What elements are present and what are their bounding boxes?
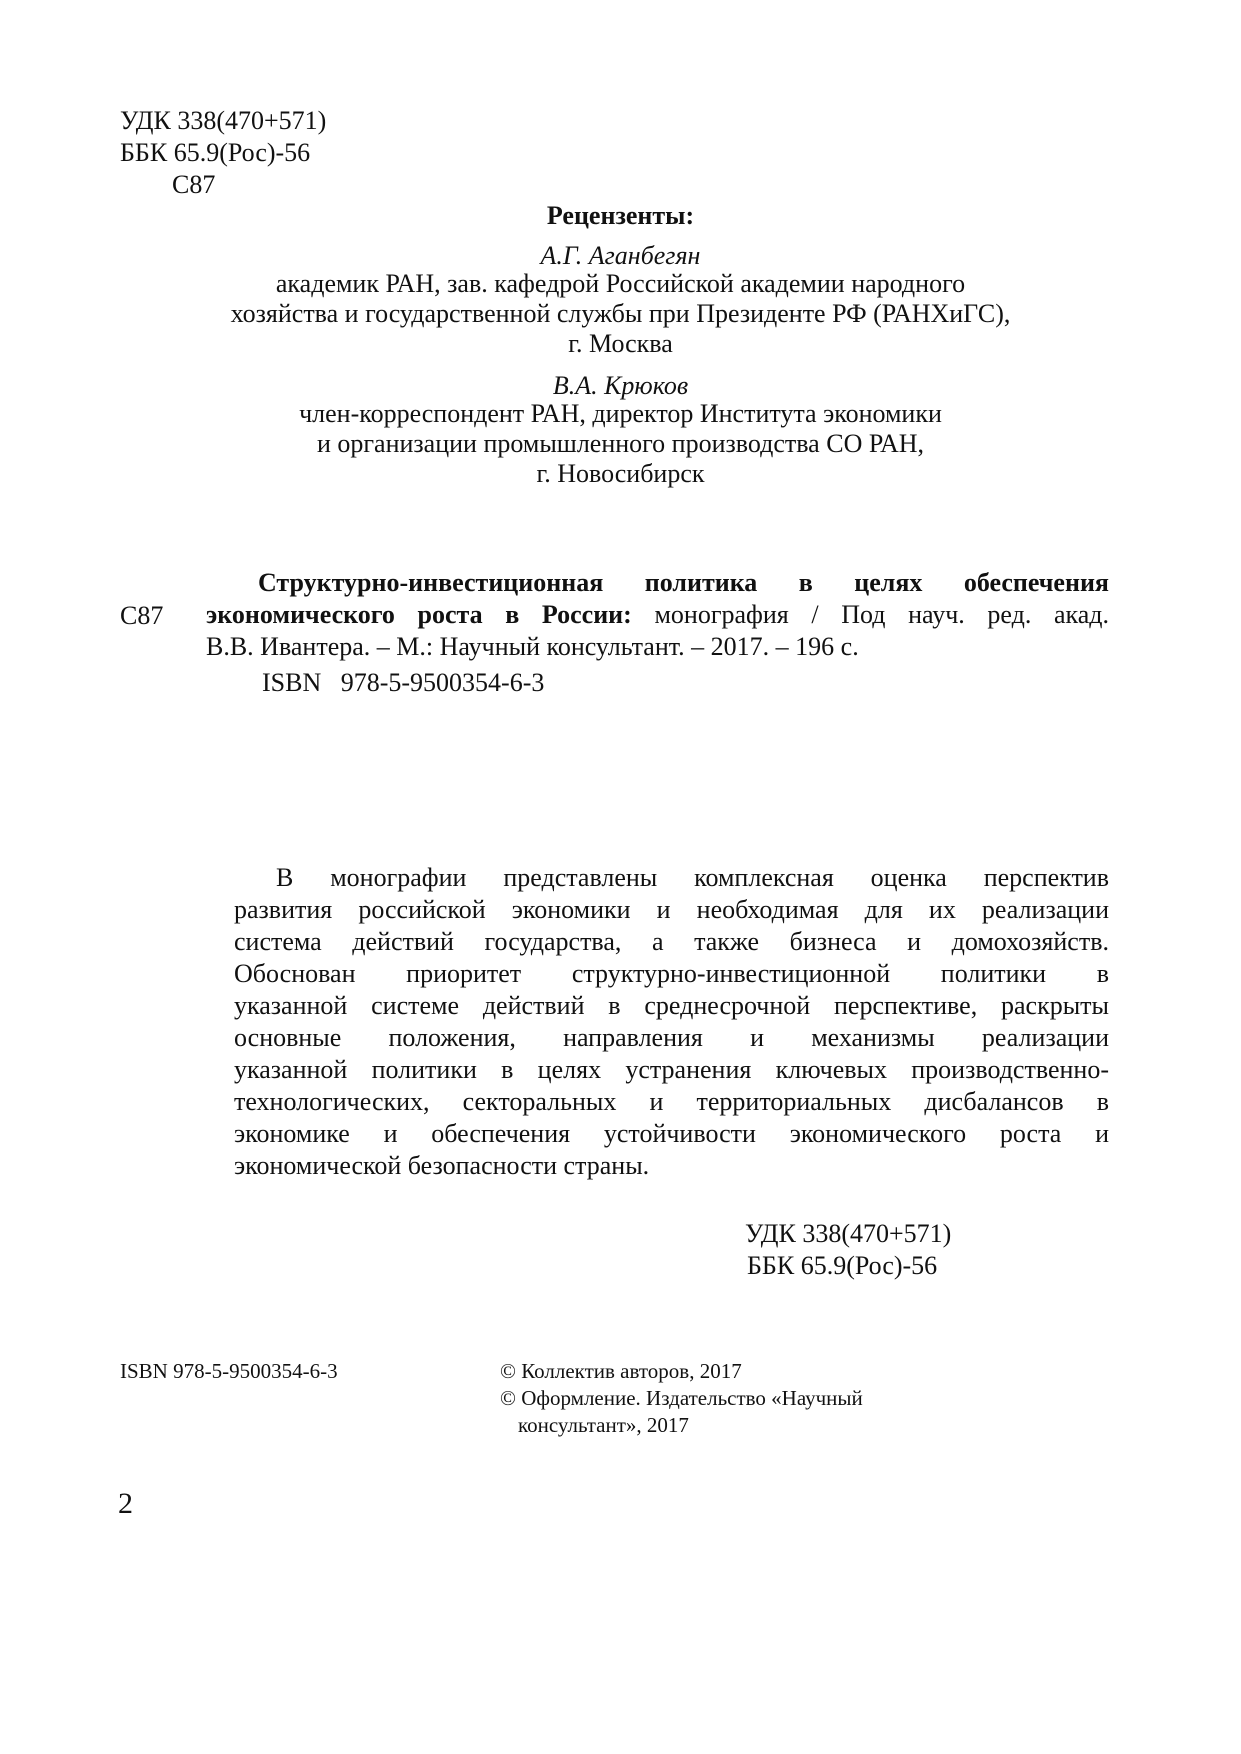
book-imprint-line: В.В. Ивантера. – М.: Научный консультант. – 2017. – 196 с. bbox=[206, 632, 859, 661]
book-publication-info: монография / Под науч. ред. акад. bbox=[631, 600, 1109, 629]
udk-top: УДК 338(470+571) bbox=[120, 106, 327, 135]
bibliographic-sign: С87 bbox=[120, 601, 164, 630]
annotation-line: указанной политики в целях устранения ключевых производственно- bbox=[234, 1055, 1109, 1084]
annotation-line: экономике и обеспечения устойчивости экономического роста и bbox=[234, 1119, 1109, 1148]
reviewer-1-line: академик РАН, зав. кафедрой Российской академии народного bbox=[275, 269, 966, 298]
annotation-line: В монографии представлены комплексная оценка перспектив bbox=[276, 863, 1109, 892]
book-title-line-1: Структурно-инвестиционная политика в целях обеспечения bbox=[258, 568, 1109, 597]
reviewer-2-line: и организации промышленного производства СО РАН, bbox=[316, 429, 925, 458]
annotation-line: система действий государства, а также бизнеса и домохозяйств. bbox=[234, 927, 1109, 956]
annotation-line: основные положения, направления и механизмы реализации bbox=[234, 1023, 1109, 1052]
reviewers-heading: Рецензенты: bbox=[546, 201, 695, 230]
annotation-line: развития российской экономики и необходимая для их реализации bbox=[234, 895, 1109, 924]
reviewer-1-name: А.Г. Аганбегян bbox=[540, 241, 701, 270]
reviewer-1-line: г. Москва bbox=[568, 329, 673, 358]
annotation-line: Обоснован приоритет структурно-инвестиционной политики в bbox=[234, 959, 1109, 988]
annotation-line: технологических, секторальных и территориальных дисбалансов в bbox=[234, 1087, 1109, 1116]
copyright-line: консультант», 2017 bbox=[518, 1413, 689, 1437]
copyright-line: © Оформление. Издательство «Научный bbox=[500, 1386, 863, 1410]
annotation-line: указанной системе действий в среднесрочной перспективе, раскрыты bbox=[234, 991, 1109, 1020]
copyright-line: © Коллектив авторов, 2017 bbox=[500, 1359, 742, 1383]
annotation-line: экономической безопасности страны. bbox=[234, 1151, 650, 1180]
author-sign-top: С87 bbox=[172, 170, 216, 199]
page-number: 2 bbox=[118, 1487, 133, 1520]
reviewer-2-line: г. Новосибирск bbox=[536, 459, 705, 488]
isbn-entry: ISBN 978-5-9500354-6-3 bbox=[262, 668, 545, 697]
bbk-bottom: ББК 65.9(Рос)-56 bbox=[747, 1251, 938, 1280]
footer-isbn: ISBN 978-5-9500354-6-3 bbox=[120, 1359, 338, 1383]
udk-bottom: УДК 338(470+571) bbox=[745, 1219, 952, 1248]
bbk-top: ББК 65.9(Рос)-56 bbox=[120, 138, 311, 167]
reviewer-2-line: член-корреспондент РАН, директор Института экономики bbox=[299, 399, 942, 428]
reviewer-2-name: В.А. Крюков bbox=[552, 371, 689, 400]
book-title-line-2 bbox=[206, 599, 1109, 631]
reviewer-1-line: хозяйства и государственной службы при Президенте РФ (РАНХиГС), bbox=[230, 299, 1011, 328]
book-title-bold: экономического роста в России: bbox=[206, 600, 632, 629]
